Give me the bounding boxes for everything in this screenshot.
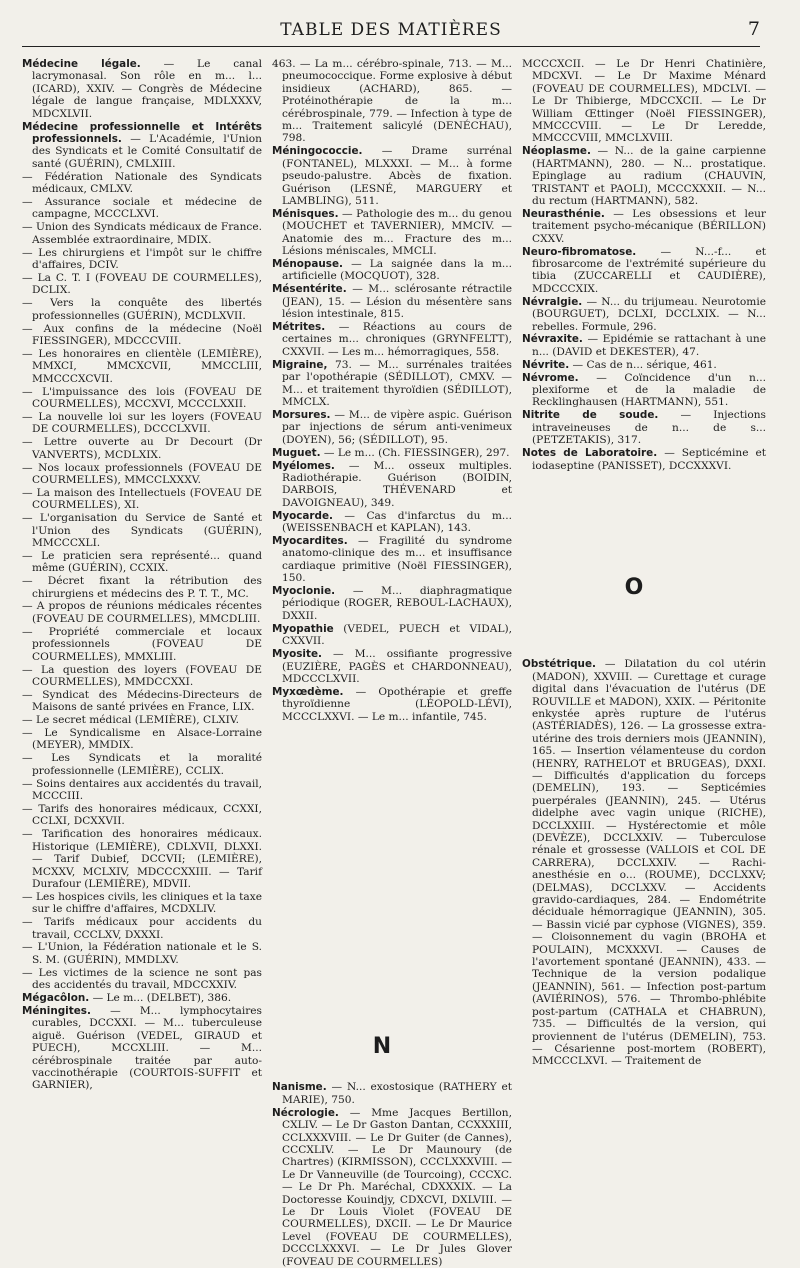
index-entry <box>522 145 766 207</box>
index-entry <box>22 803 262 828</box>
index-entry <box>272 510 512 535</box>
index-entry-headword: Neuro-fibromatose. <box>522 245 637 258</box>
index-entry <box>272 1107 512 1268</box>
index-entry <box>272 359 512 409</box>
index-entry <box>22 411 262 436</box>
index-entry <box>522 447 766 472</box>
index-entry <box>272 258 512 283</box>
index-entry-text: — Les chirurgiens et l'impôt sur le chiffre d'affaires, DCIV. <box>22 246 262 271</box>
index-entry-text: — Pathologie des m... du genou (MOUCHET et TAVERNIER), MMCIV. — Anatomie des m... Fracture des m... Lésions méniscales, MMCLI. <box>282 207 512 258</box>
index-entry-text: — Le praticien sera représenté... quand même (GUÉRIN), CCXIX. <box>22 549 262 575</box>
page-title: TABLE DES MATIÈRES <box>280 20 502 40</box>
index-entry <box>22 512 262 549</box>
index-entry <box>22 121 262 171</box>
index-entry-text: — Propriété commerciale et locaux professionnels (FOVEAU DE COURMELLES), MMXLIII. <box>22 625 262 663</box>
index-entry-text: — La question des loyers (FOVEAU DE COURMELLES), MMDCCXXI. <box>22 663 262 688</box>
index-entry <box>22 297 262 322</box>
index-entry <box>22 386 262 411</box>
index-entry-text: — Epidémie se rattachant à une n... (DAVID et DEKESTER), 47. <box>532 333 766 358</box>
index-entry-text: 73. — M... surrénales traitées par l'opothérapie (SÉDILLOT), CMXV. — M... et traitement thyroïdien (SÉDILLOT), MMCLX. <box>282 358 512 408</box>
index-entry <box>272 648 512 685</box>
index-entry-headword: Notes de Laboratoire. <box>522 447 658 460</box>
index-entry <box>272 58 512 145</box>
index-entry-text: — M... ossifiante progressive (EUZIÈRE, PAGÈS et CHARDONNEAU), MDCCCLXVII. <box>282 648 513 685</box>
index-entry-text: MCCCXCII. — Le Dr Henri Chatinière, MDCXVI. — Le Dr Maxime Ménard (FOVEAU DE COURMELLES), MDCLVI. — Le Dr Thibierge, MDCCXCII. — Le Dr William Œttinger (Noël FIESSINGER), MMCCCVIII. — Le Dr Leredde, MMCCCVIII, MMCLXVIII. <box>522 58 766 145</box>
index-entry-text: — Nos locaux professionnels (FOVEAU DE COURMELLES), MMCCLXXXV. <box>22 461 262 486</box>
index-entry-text: — Tarifs des honoraires médicaux, CCXXI, CCLXI, DCXXVII. <box>22 802 262 828</box>
page-header <box>22 18 760 44</box>
index-entry-text: — Cas de n... sérique, 461. <box>572 358 717 371</box>
index-entry-headword: Névrome. <box>522 371 579 384</box>
index-entry-headword: Ménisques. <box>272 207 339 220</box>
index-entry <box>22 778 262 803</box>
section-letter-heading: O <box>624 574 644 600</box>
index-entry <box>522 333 766 358</box>
index-entry-text: — Opothérapie et greffe thyroïdienne (LÉOPOLD-LÉVI), MCCCLXXVI. — Le m... infantile, 745. <box>282 685 512 723</box>
index-entry <box>522 246 766 296</box>
index-entry <box>22 916 262 941</box>
index-entry <box>522 372 766 409</box>
index-entry-text: — Coïncidence d'un n... plexiforme et de la maladie de Recklinghausen (HARTMANN), 551. <box>532 371 766 409</box>
index-entry-text: — Vers la conquête des libertés professionnelles (GUÉRIN), MCDLXVII. <box>22 297 262 322</box>
index-entry-text: — Tarification des honoraires médicaux. Historique (LEMIÈRE), CDLXVII, DLXXI. — Tarif Dubief, DCCVII; (LEMIÈRE), MCXXV, MCLXIV, MDCCCXXIII. — Tarif Durafour (LEMIÈRE), MDVII. <box>22 828 262 890</box>
index-entry-text: — Le canal lacrymonasal. Son rôle en m... l... (ICARD), XXIV. — Congrès de Médecine légale de langue française, MDLXXXV, MDCXLVII. <box>32 58 262 120</box>
index-entry <box>22 600 262 625</box>
index-entry <box>22 171 262 196</box>
index-entry-text: — Mme Jacques Bertillon, CXLIV. — Le Dr Gaston Dantan, CCXXXIII, CCLXXXVIII. — Le Dr Guiter (de Cannes), CCCXLIV. — Le Dr Maunoury (de Chartres) (KIRMISSON), CCCLXXXVIII. — Le Dr Vanneuville (de Tourcoing), CCCXC. — Le Dr Ph. Maréchal, CDXXXIX. — La Doctoresse Kouindjy, CDXCVI, DXLVIII. — Le Dr Louis Violet (FOVEAU DE COURMELLES), DXCII. — Le Dr Maurice Level (FOVEAU DE COURMELLES), DCCCLXXXVI. — Le Dr Jules Glover (FOVEAU DE COURMELLES) <box>282 1106 512 1268</box>
index-entry-text: — A propos de réunions médicales récentes (FOVEAU DE COURMELLES), MMCDLIII. <box>22 600 262 625</box>
index-entry-text: — La nouvelle loi sur les loyers (FOVEAU DE COURMELLES), DCCCLXVII. <box>22 410 262 436</box>
index-entry <box>22 664 262 689</box>
index-entry <box>22 626 262 663</box>
index-entry <box>272 535 512 585</box>
index-entry <box>22 992 262 1004</box>
index-entry-headword: Morsures. <box>272 408 331 421</box>
index-entry <box>22 1005 262 1092</box>
index-entry-text: — Le m... (DELBET), 386. <box>92 992 232 1005</box>
index-entry-text: — Assurance sociale et médecine de campagne, MCCCLXVI. <box>22 195 262 221</box>
index-entry-headword: Neurasthénie. <box>522 207 605 220</box>
index-entry <box>272 208 512 258</box>
index-entry-text: — Réactions au cours de certaines m... chroniques (GRYNFELTT), CXXVII. — Les m... hémorragiques, 558. <box>282 321 512 358</box>
index-entry-text: — Injections intraveineuses de n... de s... (PETZETAKIS), 317. <box>532 409 766 447</box>
index-entry-headword: Nécrologie. <box>272 1106 339 1119</box>
index-entry <box>272 460 512 510</box>
index-entry <box>272 1081 512 1106</box>
index-entry <box>22 714 262 726</box>
index-entry-headword: Myélomes. <box>272 459 335 472</box>
index-entry <box>522 208 766 245</box>
index-entry-headword: Méningococcie. <box>272 145 363 158</box>
index-entry-headword: Nitrite de soude. <box>522 409 659 422</box>
index-entry-text: — M... lymphocytaires curables, DCCXXI. — M... tuberculeuse aiguë. Guérison (VEDEL, GIRAUD et PUECH), MCCXLIII. — M... cérébrospinale traitée par auto-vaccinothérapie (COURTOIS-SUFFIT et GARNIER), <box>32 1004 262 1092</box>
index-entry-text: — Drame surrénal (FONTANEL), MLXXXI. — M... à forme pseudo-palustre. Abcès de fixation. Guérison (LESNÉ, MARGUERY et LAMBLING), 511. <box>282 145 513 207</box>
index-entry-text: — M... diaphragmatique périodique (ROGER, REBOUL-LACHAUX), DXXII. <box>282 585 512 622</box>
index-entry <box>272 321 512 358</box>
index-entry-text: — L'Académie, l'Union des Syndicats et le Comité Consultatif de santé (GUÉRIN), CMLXIII. <box>32 132 262 170</box>
index-column-2 <box>272 58 513 1268</box>
index-entry-headword: Mésentérite. <box>272 283 347 296</box>
index-entry-text: — Aux confins de la médecine (Noël FIESSINGER), MDCCCVIII. <box>22 322 262 347</box>
index-entry-headword: Névraxite. <box>522 333 583 346</box>
index-entry-text: — Les obsessions et leur traitement psycho-mécanique (BÉRILLON) CXXV. <box>532 207 766 245</box>
index-entry-headword: Myocarde. <box>272 509 333 522</box>
index-entry-text: — L'organisation du Service de Santé et l'Union des Syndicats (GUÉRIN), MMCCCXLI. <box>22 512 262 549</box>
index-entry-text: — M... de vipère aspic. Guérison par injections de sérum anti-venimeux (DOYEN), 56; (SÉDILLOT), 95. <box>282 408 512 446</box>
index-entry-text: — Fédération Nationale des Syndicats médicaux, CMLXV. <box>22 170 262 196</box>
index-entry <box>272 585 512 622</box>
index-entry-text: — Union des Syndicats médicaux de France. Assemblée extraordinaire, MDIX. <box>22 221 262 246</box>
index-entry-text: — N... exostosique (RATHERY et MARIE), 750. <box>282 1081 512 1106</box>
index-entry-headword: Névralgie. <box>522 295 583 308</box>
index-entry-headword: Névrite. <box>522 358 570 371</box>
index-entry <box>22 575 262 600</box>
index-entry-text: — Dilatation du col utérin (MADON), XXVIII. — Curettage et curage digital dans l'évacuation de l'utérus (DE ROUVILLE et MADON), XXIX. — Péritonite enkystée après rupture de l'utérus (ASTÉRIADÈS), 126. — La grossesse extra-utérine des trois derniers mois (JEANNIN), 165. — Insertion vélamenteuse du cordon (HENRY, RATHELOT et BRUGEAS), DXXI. — Difficultés d'application du forceps (DEMELIN), 193. — Septicémies puerpérales (JEANNIN), 245. — Utérus didelphe avec vagin unique (RICHE), DCCLXXIII. — Hystérectomie et môle (DEVÈZE), DCCLXXIV. — Tuberculose rénale et grossesse (VALLOIS et COL DE CARRERA), DCCLXXIV. — Rachi-anesthésie en o... (ROUME), DCCLXXV; (DELMAS), DCCLXXV. — Accidents gravido-cardiaques, 284. — Endométrite déciduale hémorragique (JEANNIN), 305. — Bassin vicié par cyphose (VIGNES), 359. — Cloisonnement du vagin (BROHA et POULAIN), MCXXXVI. — Causes de l'avortement spontané (JEANNIN), 433. — Technique de la version podalique (JEANNIN), 561. — Infection post-partum (AVIÉRINOS), 576. — Thrombo-phlébite post-partum (CATHALA et CHABRUN), 735. — Difficultés de la version, qui proviennent de l'utérus (DEMELIN), 753. — Césarienne post-mortem (ROBERT), MMCCCLXVI. — Traitement de <box>532 658 766 1068</box>
index-entry-headword: Médecine légale. <box>22 58 141 70</box>
index-column-1 <box>22 58 262 1092</box>
index-entry-headword: Myoclonie. <box>272 585 336 598</box>
index-entry-text: — M... osseux multiples. Radiothérapie. Guérison (BOIDIN, DARBOIS, THÉVENARD et DAVOIGNEAU), 349. <box>282 459 512 509</box>
index-entry-text: — N... du trijumeau. Neurotomie (BOURGUET), DCLXI, DCCLXIX. — N... rebelles. Formule, 296. <box>532 295 766 333</box>
index-entry-text: — Fragilité du syndrome anatomo-clinique des m... et insuffisance cardiaque primitive (Noël FIESSINGER), 150. <box>282 534 512 585</box>
section-letter-heading: N <box>372 1034 392 1060</box>
page-number: 7 <box>747 18 760 40</box>
index-entry <box>22 487 262 512</box>
index-entry-text: — L'impuissance des lois (FOVEAU DE COURMELLES), MCCXVI, MCCCLXXII. <box>22 385 262 410</box>
index-entry <box>22 550 262 575</box>
index-entry <box>22 58 262 120</box>
index-entry <box>272 447 512 459</box>
index-entry <box>22 891 262 916</box>
index-entry-headword: Myocardites. <box>272 534 348 547</box>
index-entry-text: — M... sclérosante rétractile (JEAN), 15. — Lésion du mésentère sans lésion intestinale, 815. <box>282 283 512 321</box>
index-entry-text: — Décret fixant la rétribution des chirurgiens et médecins des P. T. T., MC. <box>22 575 262 600</box>
index-entry-headword: Myxœdème. <box>272 685 344 698</box>
index-entry-text: — Le Syndicalisme en Alsace-Lorraine (MEYER), MMDIX. <box>22 727 262 752</box>
index-entry-text: — N...-f... et fibrosarcome de l'extrémité supérieure du tibia (ZUCCARELLI et CAUDIÈRE), MDCCCXIX. <box>532 245 766 295</box>
index-entry <box>272 409 512 446</box>
index-entry-text: — Les Syndicats et la moralité professionnelle (LEMIÈRE), CCLIX. <box>22 752 262 777</box>
index-entry <box>272 283 512 320</box>
index-entry-headword: Ménopause. <box>272 258 343 270</box>
index-entry-text: — Le m... (Ch. FIESSINGER), 297. <box>323 446 510 459</box>
index-entry <box>272 686 512 723</box>
index-entry-headword: Obstétrique. <box>522 658 596 671</box>
index-entry-text: — Syndicat des Médecins-Directeurs de Maisons de santé privées en France, LIX. <box>22 688 262 714</box>
index-entry-text: — Lettre ouverte au Dr Decourt (Dr VANVERTS), MCDLXIX. <box>22 436 262 461</box>
index-entry-text: — N... de la gaine carpienne (HARTMANN), 280. — N... prostatique. Epinglage au radium (CHAUVIN, TRISTANT et PAOLI), MCCCXXXII. — N... du rectum (HARTMANN), 582. <box>532 145 766 207</box>
index-entry <box>22 462 262 487</box>
index-entry <box>522 296 766 333</box>
index-entry <box>522 58 766 145</box>
index-entry-text: — La saignée dans la m... artificielle (MOCQUOT), 328. <box>282 258 512 283</box>
index-entry <box>22 348 262 385</box>
index-entry <box>22 689 262 714</box>
index-entry <box>22 967 262 992</box>
index-entry-headword: Myosite. <box>272 648 322 661</box>
index-entry <box>522 409 766 446</box>
index-entry <box>522 658 766 1067</box>
index-entry <box>22 941 262 966</box>
index-entry <box>22 727 262 752</box>
index-entry-headword: Nanisme. <box>272 1081 327 1094</box>
index-entry <box>22 828 262 890</box>
index-entry <box>272 623 512 648</box>
index-entry <box>522 359 766 371</box>
index-entry-text: — La maison des Intellectuels (FOVEAU DE COURMELLES), XI. <box>22 486 262 512</box>
index-entry-headword: Myopathie <box>272 622 334 635</box>
index-entry-headword: Néoplasme. <box>522 145 591 158</box>
index-entry-headword: Mégacôlon. <box>22 992 90 1005</box>
index-entry-text: — La C. T. I (FOVEAU DE COURMELLES), DCLIX. <box>22 271 262 297</box>
index-entry-text: (VEDEL, PUECH et VIDAL), CXXVII. <box>282 622 512 648</box>
header-rule <box>22 46 760 47</box>
index-entry-headword: Méningites. <box>22 1004 91 1017</box>
index-entry <box>22 323 262 348</box>
index-entry-text: — Septicémine et iodaseptine (PANISSET), DCCXXXVI. <box>532 447 766 472</box>
index-entry <box>22 247 262 272</box>
index-entry-text: — Soins dentaires aux accidentés du travail, MCCCIII. <box>22 777 262 803</box>
index-entry <box>22 196 262 221</box>
index-entry <box>272 145 512 207</box>
index-entry <box>22 752 262 777</box>
index-entry <box>22 436 262 461</box>
index-entry-text: — L'Union, la Fédération nationale et le S. S. M. (GUÉRIN), MMDLXV. <box>22 941 262 966</box>
index-entry <box>22 272 262 297</box>
index-entry-text: — Les hospices civils, les cliniques et la taxe sur le chiffre d'affaires, MCDXLIV. <box>22 890 262 916</box>
index-entry-headword: Migraine, <box>272 358 328 371</box>
index-entry-headword: Muguet. <box>272 446 321 459</box>
index-entry-text: — Tarifs médicaux pour accidents du travail, CCCLXV, DXXXI. <box>22 916 262 941</box>
index-entry-text: — Cas d'infarctus du m... (WEISSENBACH et KAPLAN), 143. <box>282 509 512 535</box>
index-entry-text: 463. — La m... cérébro-spinale, 713. — M... pneumococcique. Forme explosive à début insidieux (ACHARD), 865. — Protéinothérapie de la m... cérébrospinale, 779. — Infection à type de m... Traitement salicylé (DENÉCHAU), 798. <box>272 58 512 145</box>
index-column-3 <box>522 58 766 1068</box>
index-entry-text: — Le secret médical (LEMIÈRE), CLXIV. <box>22 714 239 727</box>
index-entry-text: — Les victimes de la science ne sont pas des accidentés du travail, MDCCXXIV. <box>22 966 262 992</box>
index-entry-headword: Médecine professionnelle et Intérêts professionnels. <box>22 120 262 145</box>
index-entry <box>22 221 262 246</box>
index-entry-headword: Métrites. <box>272 321 326 334</box>
index-entry-text: — Les honoraires en clientèle (LEMIÈRE), MMXCI, MMCXCVII, MMCCLIII, MMCCCXCVII. <box>22 347 262 385</box>
